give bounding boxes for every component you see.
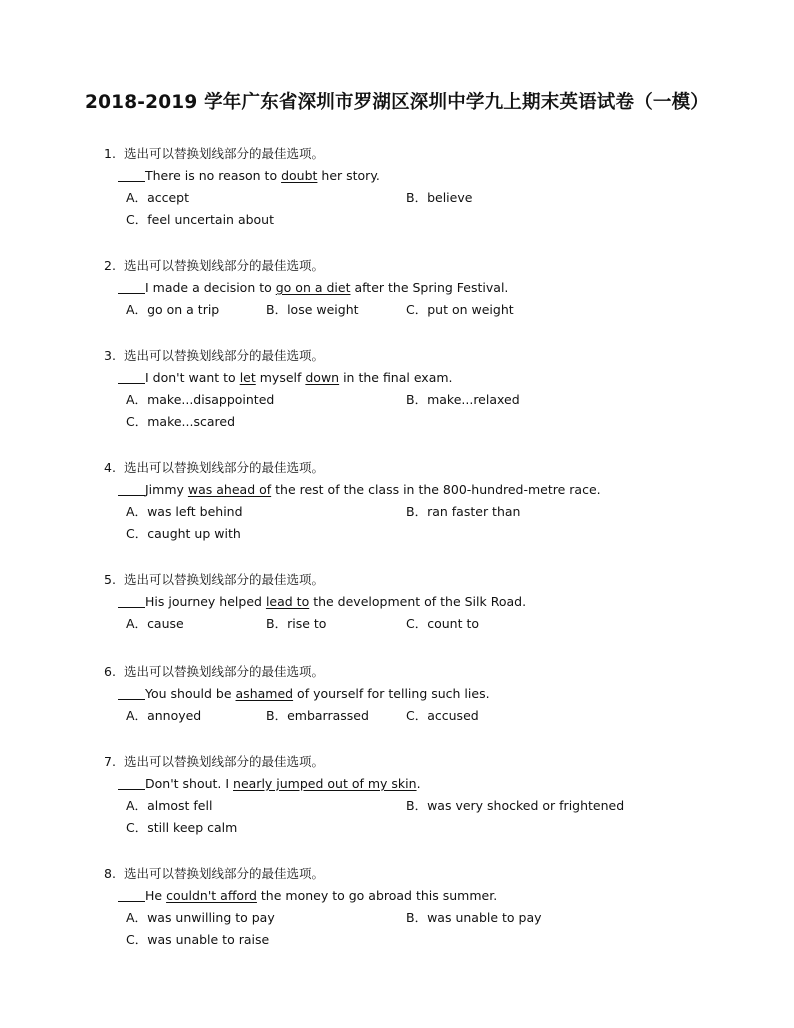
- question-prompt: [104, 863, 497, 885]
- question-stem: [104, 165, 380, 187]
- question-stem: [104, 367, 453, 389]
- options-row: [104, 501, 601, 523]
- underlined-phrase: was ahead of: [187, 482, 272, 497]
- stem-text: the rest of the class in the 800-hundred-metre race.: [271, 482, 601, 497]
- question-instruction: 选出可以替换划线部分的最佳选项。: [124, 258, 325, 273]
- question-number: 3.: [104, 348, 116, 363]
- underlined-phrase: nearly jumped out of my skin: [233, 776, 417, 791]
- option-a[interactable]: A．was unwilling to pay: [126, 910, 275, 925]
- option-a[interactable]: A．annoyed: [126, 708, 202, 723]
- question-instruction: 选出可以替换划线部分的最佳选项。: [124, 460, 325, 475]
- option-b[interactable]: B．believe: [406, 190, 473, 205]
- question-5: [104, 569, 526, 635]
- answer-blank[interactable]: [118, 775, 145, 790]
- option-b[interactable]: B．make...relaxed: [406, 392, 520, 407]
- question-number: 2.: [104, 258, 116, 273]
- underlined-phrase: doubt: [281, 168, 318, 183]
- options-row: [104, 705, 490, 727]
- option-b[interactable]: B．lose weight: [266, 302, 359, 317]
- option-c[interactable]: C．accused: [406, 708, 479, 723]
- option-b[interactable]: B．rise to: [266, 616, 327, 631]
- underlined-phrase: lead to: [265, 594, 310, 609]
- stem-text: Don't shout. I: [145, 776, 234, 791]
- stem-text: after the Spring Festival.: [350, 280, 509, 295]
- underlined-phrase: go on a diet: [275, 280, 351, 295]
- question-prompt: [104, 255, 508, 277]
- question-6: [104, 661, 490, 727]
- question-prompt: [104, 457, 601, 479]
- underlined-phrase: couldn't afford: [166, 888, 257, 903]
- stem-text: I don't want to: [145, 370, 240, 385]
- option-a[interactable]: A．was left behind: [126, 504, 243, 519]
- stem-text: There is no reason to: [145, 168, 282, 183]
- options-row: [104, 817, 421, 839]
- answer-blank[interactable]: [118, 685, 145, 700]
- answer-blank[interactable]: [118, 369, 145, 384]
- question-3: [104, 345, 520, 433]
- question-instruction: 选出可以替换划线部分的最佳选项。: [124, 572, 325, 587]
- answer-blank[interactable]: [118, 167, 145, 182]
- question-instruction: 选出可以替换划线部分的最佳选项。: [124, 866, 325, 881]
- options-row: [104, 389, 520, 411]
- answer-blank[interactable]: [118, 279, 145, 294]
- option-a[interactable]: A．go on a trip: [126, 302, 220, 317]
- question-2: [104, 255, 514, 321]
- stem-text: .: [416, 776, 421, 791]
- stem-text: myself: [255, 370, 306, 385]
- options-row: [104, 907, 542, 929]
- option-c[interactable]: C．put on weight: [406, 302, 514, 317]
- question-stem: [104, 683, 490, 705]
- option-b[interactable]: B．was unable to pay: [406, 910, 542, 925]
- question-prompt: [104, 751, 421, 773]
- page-title: 2018-2019 学年广东省深圳市罗湖区深圳中学九上期末英语试卷（一模）: [85, 92, 709, 113]
- question-4: [104, 457, 601, 545]
- option-c[interactable]: C．still keep calm: [126, 820, 238, 835]
- options-row: [104, 613, 526, 635]
- option-c[interactable]: C．make...scared: [126, 414, 236, 429]
- stem-text: of yourself for telling such lies.: [293, 686, 490, 701]
- question-instruction: 选出可以替换划线部分的最佳选项。: [124, 146, 325, 161]
- stem-text: her story.: [317, 168, 380, 183]
- question-number: 4.: [104, 460, 116, 475]
- question-stem: [104, 479, 601, 501]
- option-c[interactable]: C．was unable to raise: [126, 932, 270, 947]
- options-row: [104, 209, 380, 231]
- option-a[interactable]: A．almost fell: [126, 798, 213, 813]
- option-c[interactable]: C．caught up with: [126, 526, 241, 541]
- underlined-phrase: down: [305, 370, 340, 385]
- options-row: [104, 795, 625, 817]
- option-b[interactable]: B．ran faster than: [406, 504, 521, 519]
- stem-text: the money to go abroad this summer.: [256, 888, 498, 903]
- question-prompt: [104, 569, 526, 591]
- answer-blank[interactable]: [118, 593, 145, 608]
- question-number: 7.: [104, 754, 116, 769]
- question-8: [104, 863, 542, 951]
- question-number: 5.: [104, 572, 116, 587]
- stem-text: in the final exam.: [339, 370, 453, 385]
- question-1: [104, 143, 473, 231]
- options-row: [104, 187, 473, 209]
- question-number: 1.: [104, 146, 116, 161]
- question-prompt: [104, 661, 490, 683]
- question-instruction: 选出可以替换划线部分的最佳选项。: [124, 348, 325, 363]
- options-row: [104, 299, 514, 321]
- stem-text: You should be: [145, 686, 236, 701]
- option-c[interactable]: C．count to: [406, 616, 480, 631]
- stem-text: the development of the Silk Road.: [309, 594, 527, 609]
- stem-text: He: [145, 888, 167, 903]
- question-stem: [104, 885, 497, 907]
- option-b[interactable]: B．was very shocked or frightened: [406, 798, 625, 813]
- option-c[interactable]: C．feel uncertain about: [126, 212, 275, 227]
- underlined-phrase: ashamed: [235, 686, 294, 701]
- question-7: [104, 751, 625, 839]
- question-prompt: [104, 143, 380, 165]
- stem-text: I made a decision to: [145, 280, 276, 295]
- question-stem: [104, 277, 508, 299]
- underlined-phrase: let: [239, 370, 256, 385]
- option-b[interactable]: B．embarrassed: [266, 708, 369, 723]
- option-a[interactable]: A．accept: [126, 190, 189, 205]
- options-row: [104, 929, 497, 951]
- question-instruction: 选出可以替换划线部分的最佳选项。: [124, 664, 325, 679]
- stem-text: Jimmy: [145, 482, 188, 497]
- question-stem: [104, 591, 526, 613]
- question-instruction: 选出可以替换划线部分的最佳选项。: [124, 754, 325, 769]
- question-number: 8.: [104, 866, 116, 881]
- answer-blank[interactable]: [118, 481, 145, 496]
- option-a[interactable]: A．cause: [126, 616, 184, 631]
- options-row: [104, 411, 453, 433]
- options-row: [104, 523, 601, 545]
- option-a[interactable]: A．make...disappointed: [126, 392, 275, 407]
- answer-blank[interactable]: [118, 887, 145, 902]
- question-prompt: [104, 345, 453, 367]
- question-stem: [104, 773, 421, 795]
- question-number: 6.: [104, 664, 116, 679]
- stem-text: His journey helped: [145, 594, 266, 609]
